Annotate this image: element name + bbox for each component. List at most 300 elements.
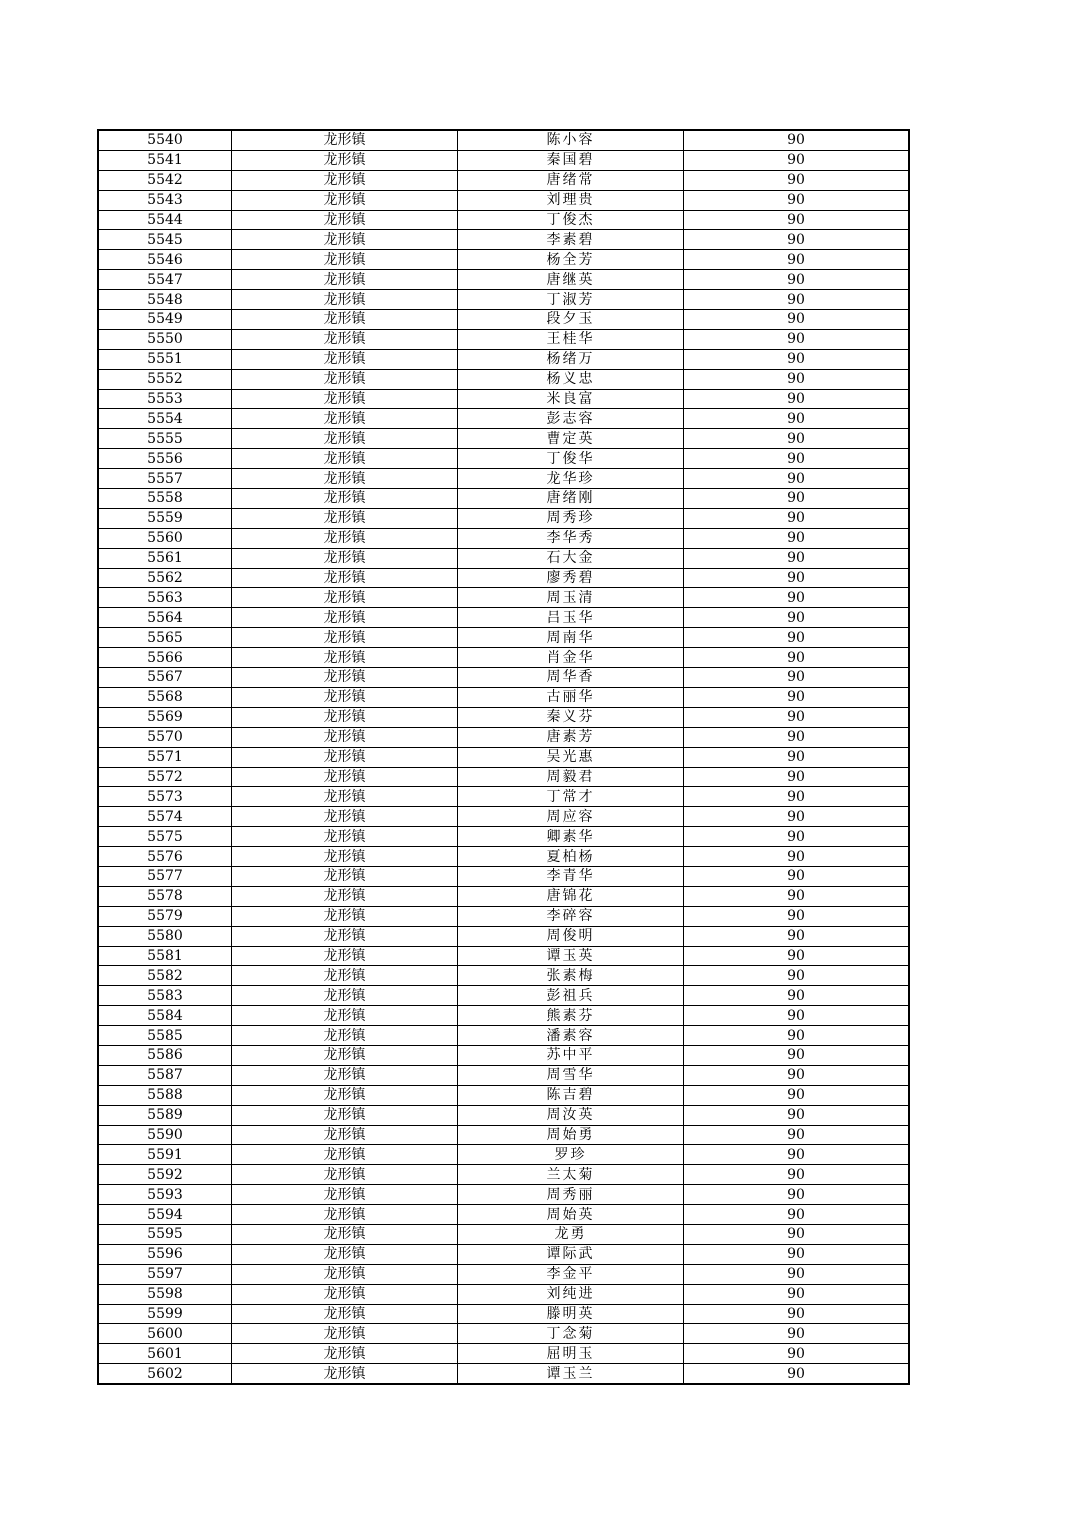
table-row (98, 1185, 909, 1205)
amount-cell: 90 (684, 747, 910, 767)
table-row (98, 1006, 909, 1026)
row-number-cell: 5601 (98, 1344, 232, 1364)
amount-cell: 90 (684, 886, 910, 906)
town-cell: 龙形镇 (232, 628, 458, 648)
person-name-cell: 龙勇 (458, 1224, 684, 1244)
person-name-cell: 段夕玉 (458, 310, 684, 330)
row-number-cell: 5598 (98, 1284, 232, 1304)
town-cell: 龙形镇 (232, 827, 458, 847)
table-row (98, 588, 909, 608)
amount-cell: 90 (684, 966, 910, 986)
row-number-cell: 5602 (98, 1364, 232, 1384)
table-row (98, 926, 909, 946)
town-cell: 龙形镇 (232, 866, 458, 886)
row-number-cell: 5578 (98, 886, 232, 906)
table-row (98, 210, 909, 230)
town-cell: 龙形镇 (232, 1125, 458, 1145)
town-cell: 龙形镇 (232, 528, 458, 548)
amount-cell: 90 (684, 568, 910, 588)
person-name-cell: 彭祖兵 (458, 986, 684, 1006)
person-name-cell: 周始英 (458, 1205, 684, 1225)
row-number-cell: 5544 (98, 210, 232, 230)
person-name-cell: 熊素芬 (458, 1006, 684, 1026)
person-name-cell: 杨绪万 (458, 349, 684, 369)
row-number-cell: 5595 (98, 1224, 232, 1244)
amount-cell: 90 (684, 668, 910, 688)
amount-cell: 90 (684, 1065, 910, 1085)
person-name-cell: 谭玉兰 (458, 1364, 684, 1384)
town-cell: 龙形镇 (232, 1324, 458, 1344)
table-row (98, 150, 909, 170)
table-row (98, 1045, 909, 1065)
amount-cell: 90 (684, 389, 910, 409)
amount-cell: 90 (684, 489, 910, 509)
table-row (98, 190, 909, 210)
person-name-cell: 周俊明 (458, 926, 684, 946)
person-name-cell: 张素梅 (458, 966, 684, 986)
town-cell: 龙形镇 (232, 1065, 458, 1085)
amount-cell: 90 (684, 767, 910, 787)
person-name-cell: 周雪华 (458, 1065, 684, 1085)
row-number-cell: 5548 (98, 290, 232, 310)
row-number-cell: 5575 (98, 827, 232, 847)
amount-cell: 90 (684, 170, 910, 190)
amount-cell: 90 (684, 1244, 910, 1264)
table-row (98, 787, 909, 807)
table-row (98, 1304, 909, 1324)
town-cell: 龙形镇 (232, 727, 458, 747)
town-cell: 龙形镇 (232, 449, 458, 469)
town-cell: 龙形镇 (232, 469, 458, 489)
person-name-cell: 李金平 (458, 1264, 684, 1284)
table-row (98, 847, 909, 867)
person-name-cell: 王桂华 (458, 329, 684, 349)
row-number-cell: 5557 (98, 469, 232, 489)
row-number-cell: 5582 (98, 966, 232, 986)
town-cell: 龙形镇 (232, 1304, 458, 1324)
table-row (98, 1224, 909, 1244)
amount-cell: 90 (684, 707, 910, 727)
amount-cell: 90 (684, 906, 910, 926)
row-number-cell: 5589 (98, 1105, 232, 1125)
table-row (98, 528, 909, 548)
amount-cell: 90 (684, 1364, 910, 1384)
amount-cell: 90 (684, 1344, 910, 1364)
amount-cell: 90 (684, 409, 910, 429)
amount-cell: 90 (684, 847, 910, 867)
person-name-cell: 卿素华 (458, 827, 684, 847)
town-cell: 龙形镇 (232, 429, 458, 449)
row-number-cell: 5551 (98, 349, 232, 369)
amount-cell: 90 (684, 1145, 910, 1165)
person-name-cell: 秦国碧 (458, 150, 684, 170)
person-name-cell: 秦义芬 (458, 707, 684, 727)
table-row (98, 866, 909, 886)
row-number-cell: 5581 (98, 946, 232, 966)
row-number-cell: 5547 (98, 270, 232, 290)
town-cell: 龙形镇 (232, 1264, 458, 1284)
person-name-cell: 彭志容 (458, 409, 684, 429)
town-cell: 龙形镇 (232, 707, 458, 727)
amount-cell: 90 (684, 1324, 910, 1344)
town-cell: 龙形镇 (232, 1284, 458, 1304)
table-row (98, 648, 909, 668)
table-row (98, 1205, 909, 1225)
town-cell: 龙形镇 (232, 966, 458, 986)
town-cell: 龙形镇 (232, 190, 458, 210)
row-number-cell: 5564 (98, 608, 232, 628)
person-name-cell: 曹定英 (458, 429, 684, 449)
person-name-cell: 潘素容 (458, 1026, 684, 1046)
table-row (98, 429, 909, 449)
amount-cell: 90 (684, 1165, 910, 1185)
town-cell: 龙形镇 (232, 489, 458, 509)
town-cell: 龙形镇 (232, 170, 458, 190)
town-cell: 龙形镇 (232, 588, 458, 608)
amount-cell: 90 (684, 588, 910, 608)
table-row (98, 986, 909, 1006)
amount-cell: 90 (684, 787, 910, 807)
row-number-cell: 5543 (98, 190, 232, 210)
amount-cell: 90 (684, 1205, 910, 1225)
amount-cell: 90 (684, 628, 910, 648)
person-name-cell: 李素碧 (458, 230, 684, 250)
amount-cell: 90 (684, 1224, 910, 1244)
town-cell: 龙形镇 (232, 767, 458, 787)
town-cell: 龙形镇 (232, 548, 458, 568)
person-name-cell: 丁俊华 (458, 449, 684, 469)
town-cell: 龙形镇 (232, 369, 458, 389)
row-number-cell: 5580 (98, 926, 232, 946)
person-name-cell: 杨义忠 (458, 369, 684, 389)
town-cell: 龙形镇 (232, 150, 458, 170)
row-number-cell: 5570 (98, 727, 232, 747)
table-row (98, 906, 909, 926)
person-name-cell: 唐绪常 (458, 170, 684, 190)
amount-cell: 90 (684, 1085, 910, 1105)
town-cell: 龙形镇 (232, 1344, 458, 1364)
amount-cell: 90 (684, 210, 910, 230)
person-name-cell: 唐素芳 (458, 727, 684, 747)
amount-cell: 90 (684, 449, 910, 469)
row-number-cell: 5561 (98, 548, 232, 568)
table-row (98, 668, 909, 688)
row-number-cell: 5540 (98, 130, 232, 150)
town-cell: 龙形镇 (232, 1026, 458, 1046)
amount-cell: 90 (684, 926, 910, 946)
table-row (98, 767, 909, 787)
amount-cell: 90 (684, 528, 910, 548)
person-name-cell: 周应容 (458, 807, 684, 827)
town-cell: 龙形镇 (232, 1105, 458, 1125)
row-number-cell: 5550 (98, 329, 232, 349)
amount-cell: 90 (684, 250, 910, 270)
person-name-cell: 丁淑芳 (458, 290, 684, 310)
amount-cell: 90 (684, 1045, 910, 1065)
person-name-cell: 陈小容 (458, 130, 684, 150)
amount-cell: 90 (684, 349, 910, 369)
town-cell: 龙形镇 (232, 1205, 458, 1225)
row-number-cell: 5569 (98, 707, 232, 727)
table-row (98, 270, 909, 290)
person-name-cell: 廖秀碧 (458, 568, 684, 588)
town-cell: 龙形镇 (232, 886, 458, 906)
town-cell: 龙形镇 (232, 290, 458, 310)
town-cell: 龙形镇 (232, 687, 458, 707)
table-row (98, 1284, 909, 1304)
table-row (98, 727, 909, 747)
person-name-cell: 周毅君 (458, 767, 684, 787)
town-cell: 龙形镇 (232, 986, 458, 1006)
row-number-cell: 5586 (98, 1045, 232, 1065)
row-number-cell: 5592 (98, 1165, 232, 1185)
person-name-cell: 肖金华 (458, 648, 684, 668)
amount-cell: 90 (684, 429, 910, 449)
table-row (98, 310, 909, 330)
amount-cell: 90 (684, 369, 910, 389)
row-number-cell: 5579 (98, 906, 232, 926)
amount-cell: 90 (684, 608, 910, 628)
table-row (98, 747, 909, 767)
table-row (98, 290, 909, 310)
person-name-cell: 石大金 (458, 548, 684, 568)
row-number-cell: 5588 (98, 1085, 232, 1105)
person-name-cell: 李碎容 (458, 906, 684, 926)
amount-cell: 90 (684, 1185, 910, 1205)
person-name-cell: 周秀珍 (458, 508, 684, 528)
town-cell: 龙形镇 (232, 1085, 458, 1105)
town-cell: 龙形镇 (232, 1364, 458, 1384)
town-cell: 龙形镇 (232, 1224, 458, 1244)
town-cell: 龙形镇 (232, 648, 458, 668)
table-row (98, 349, 909, 369)
person-name-cell: 刘理贵 (458, 190, 684, 210)
town-cell: 龙形镇 (232, 1244, 458, 1264)
town-cell: 龙形镇 (232, 906, 458, 926)
person-name-cell: 滕明英 (458, 1304, 684, 1324)
row-number-cell: 5559 (98, 508, 232, 528)
table-row (98, 508, 909, 528)
person-name-cell: 陈吉碧 (458, 1085, 684, 1105)
amount-cell: 90 (684, 807, 910, 827)
amount-cell: 90 (684, 986, 910, 1006)
person-name-cell: 李青华 (458, 866, 684, 886)
row-number-cell: 5546 (98, 250, 232, 270)
amount-cell: 90 (684, 1284, 910, 1304)
person-name-cell: 古丽华 (458, 687, 684, 707)
amount-cell: 90 (684, 1105, 910, 1125)
row-number-cell: 5553 (98, 389, 232, 409)
row-number-cell: 5591 (98, 1145, 232, 1165)
row-number-cell: 5565 (98, 628, 232, 648)
row-number-cell: 5568 (98, 687, 232, 707)
table-row (98, 369, 909, 389)
person-name-cell: 夏柏杨 (458, 847, 684, 867)
row-number-cell: 5593 (98, 1185, 232, 1205)
row-number-cell: 5573 (98, 787, 232, 807)
table-row (98, 1165, 909, 1185)
table-row (98, 389, 909, 409)
town-cell: 龙形镇 (232, 250, 458, 270)
town-cell: 龙形镇 (232, 349, 458, 369)
table-row (98, 469, 909, 489)
person-name-cell: 谭际武 (458, 1244, 684, 1264)
town-cell: 龙形镇 (232, 926, 458, 946)
row-number-cell: 5563 (98, 588, 232, 608)
amount-cell: 90 (684, 727, 910, 747)
person-name-cell: 龙华珍 (458, 469, 684, 489)
table-row (98, 230, 909, 250)
table-row (98, 946, 909, 966)
amount-cell: 90 (684, 687, 910, 707)
amount-cell: 90 (684, 1304, 910, 1324)
town-cell: 龙形镇 (232, 568, 458, 588)
person-name-cell: 丁俊杰 (458, 210, 684, 230)
amount-cell: 90 (684, 946, 910, 966)
town-cell: 龙形镇 (232, 1145, 458, 1165)
row-number-cell: 5585 (98, 1026, 232, 1046)
table-row (98, 628, 909, 648)
row-number-cell: 5571 (98, 747, 232, 767)
table-row (98, 707, 909, 727)
amount-cell: 90 (684, 1026, 910, 1046)
person-name-cell: 唐继英 (458, 270, 684, 290)
row-number-cell: 5576 (98, 847, 232, 867)
row-number-cell: 5558 (98, 489, 232, 509)
table-row (98, 1244, 909, 1264)
table-row (98, 250, 909, 270)
town-cell: 龙形镇 (232, 1185, 458, 1205)
amount-cell: 90 (684, 648, 910, 668)
amount-cell: 90 (684, 150, 910, 170)
table-row (98, 449, 909, 469)
table-row (98, 807, 909, 827)
row-number-cell: 5562 (98, 568, 232, 588)
town-cell: 龙形镇 (232, 409, 458, 429)
amount-cell: 90 (684, 230, 910, 250)
amount-cell: 90 (684, 1264, 910, 1284)
amount-cell: 90 (684, 1125, 910, 1145)
person-name-cell: 刘纯进 (458, 1284, 684, 1304)
row-number-cell: 5574 (98, 807, 232, 827)
row-number-cell: 5545 (98, 230, 232, 250)
amount-cell: 90 (684, 190, 910, 210)
table-row (98, 1324, 909, 1344)
person-name-cell: 苏中平 (458, 1045, 684, 1065)
row-number-cell: 5567 (98, 668, 232, 688)
row-number-cell: 5541 (98, 150, 232, 170)
town-cell: 龙形镇 (232, 668, 458, 688)
row-number-cell: 5552 (98, 369, 232, 389)
amount-cell: 90 (684, 866, 910, 886)
row-number-cell: 5554 (98, 409, 232, 429)
row-number-cell: 5599 (98, 1304, 232, 1324)
person-name-cell: 吕玉华 (458, 608, 684, 628)
row-number-cell: 5584 (98, 1006, 232, 1026)
person-name-cell: 周始勇 (458, 1125, 684, 1145)
town-cell: 龙形镇 (232, 508, 458, 528)
person-name-cell: 李华秀 (458, 528, 684, 548)
row-number-cell: 5542 (98, 170, 232, 190)
town-cell: 龙形镇 (232, 130, 458, 150)
person-name-cell: 唐绪刚 (458, 489, 684, 509)
table-row (98, 548, 909, 568)
town-cell: 龙形镇 (232, 1165, 458, 1185)
person-name-cell: 周南华 (458, 628, 684, 648)
person-name-cell: 周汝英 (458, 1105, 684, 1125)
row-number-cell: 5560 (98, 528, 232, 548)
person-name-cell: 杨全芳 (458, 250, 684, 270)
row-number-cell: 5596 (98, 1244, 232, 1264)
table-row (98, 687, 909, 707)
row-number-cell: 5577 (98, 866, 232, 886)
amount-cell: 90 (684, 1006, 910, 1026)
table-row (98, 130, 909, 150)
table-row (98, 1264, 909, 1284)
row-number-cell: 5572 (98, 767, 232, 787)
amount-cell: 90 (684, 270, 910, 290)
row-number-cell: 5600 (98, 1324, 232, 1344)
table-row (98, 568, 909, 588)
table-row (98, 1344, 909, 1364)
town-cell: 龙形镇 (232, 389, 458, 409)
person-name-cell: 谭玉英 (458, 946, 684, 966)
table-row (98, 1125, 909, 1145)
person-name-cell: 唐锦花 (458, 886, 684, 906)
row-number-cell: 5555 (98, 429, 232, 449)
table-row (98, 170, 909, 190)
row-number-cell: 5594 (98, 1205, 232, 1225)
row-number-cell: 5566 (98, 648, 232, 668)
table-row (98, 827, 909, 847)
row-number-cell: 5597 (98, 1264, 232, 1284)
person-name-cell: 米良富 (458, 389, 684, 409)
row-number-cell: 5587 (98, 1065, 232, 1085)
town-cell: 龙形镇 (232, 807, 458, 827)
town-cell: 龙形镇 (232, 310, 458, 330)
town-cell: 龙形镇 (232, 787, 458, 807)
table-row (98, 608, 909, 628)
table-row (98, 489, 909, 509)
amount-cell: 90 (684, 310, 910, 330)
town-cell: 龙形镇 (232, 270, 458, 290)
town-cell: 龙形镇 (232, 230, 458, 250)
amount-cell: 90 (684, 290, 910, 310)
amount-cell: 90 (684, 469, 910, 489)
table-row (98, 329, 909, 349)
town-cell: 龙形镇 (232, 329, 458, 349)
person-name-cell: 罗珍 (458, 1145, 684, 1165)
table-row (98, 1026, 909, 1046)
town-cell: 龙形镇 (232, 747, 458, 767)
amount-cell: 90 (684, 130, 910, 150)
table-row (98, 1065, 909, 1085)
data-table (97, 129, 910, 1385)
town-cell: 龙形镇 (232, 1045, 458, 1065)
person-name-cell: 屈明玉 (458, 1344, 684, 1364)
amount-cell: 90 (684, 329, 910, 349)
person-name-cell: 周秀丽 (458, 1185, 684, 1205)
person-name-cell: 丁常才 (458, 787, 684, 807)
person-name-cell: 周华香 (458, 668, 684, 688)
town-cell: 龙形镇 (232, 1006, 458, 1026)
table-row (98, 1105, 909, 1125)
amount-cell: 90 (684, 508, 910, 528)
table-row (98, 886, 909, 906)
town-cell: 龙形镇 (232, 608, 458, 628)
row-number-cell: 5549 (98, 310, 232, 330)
table-body (98, 130, 909, 1384)
